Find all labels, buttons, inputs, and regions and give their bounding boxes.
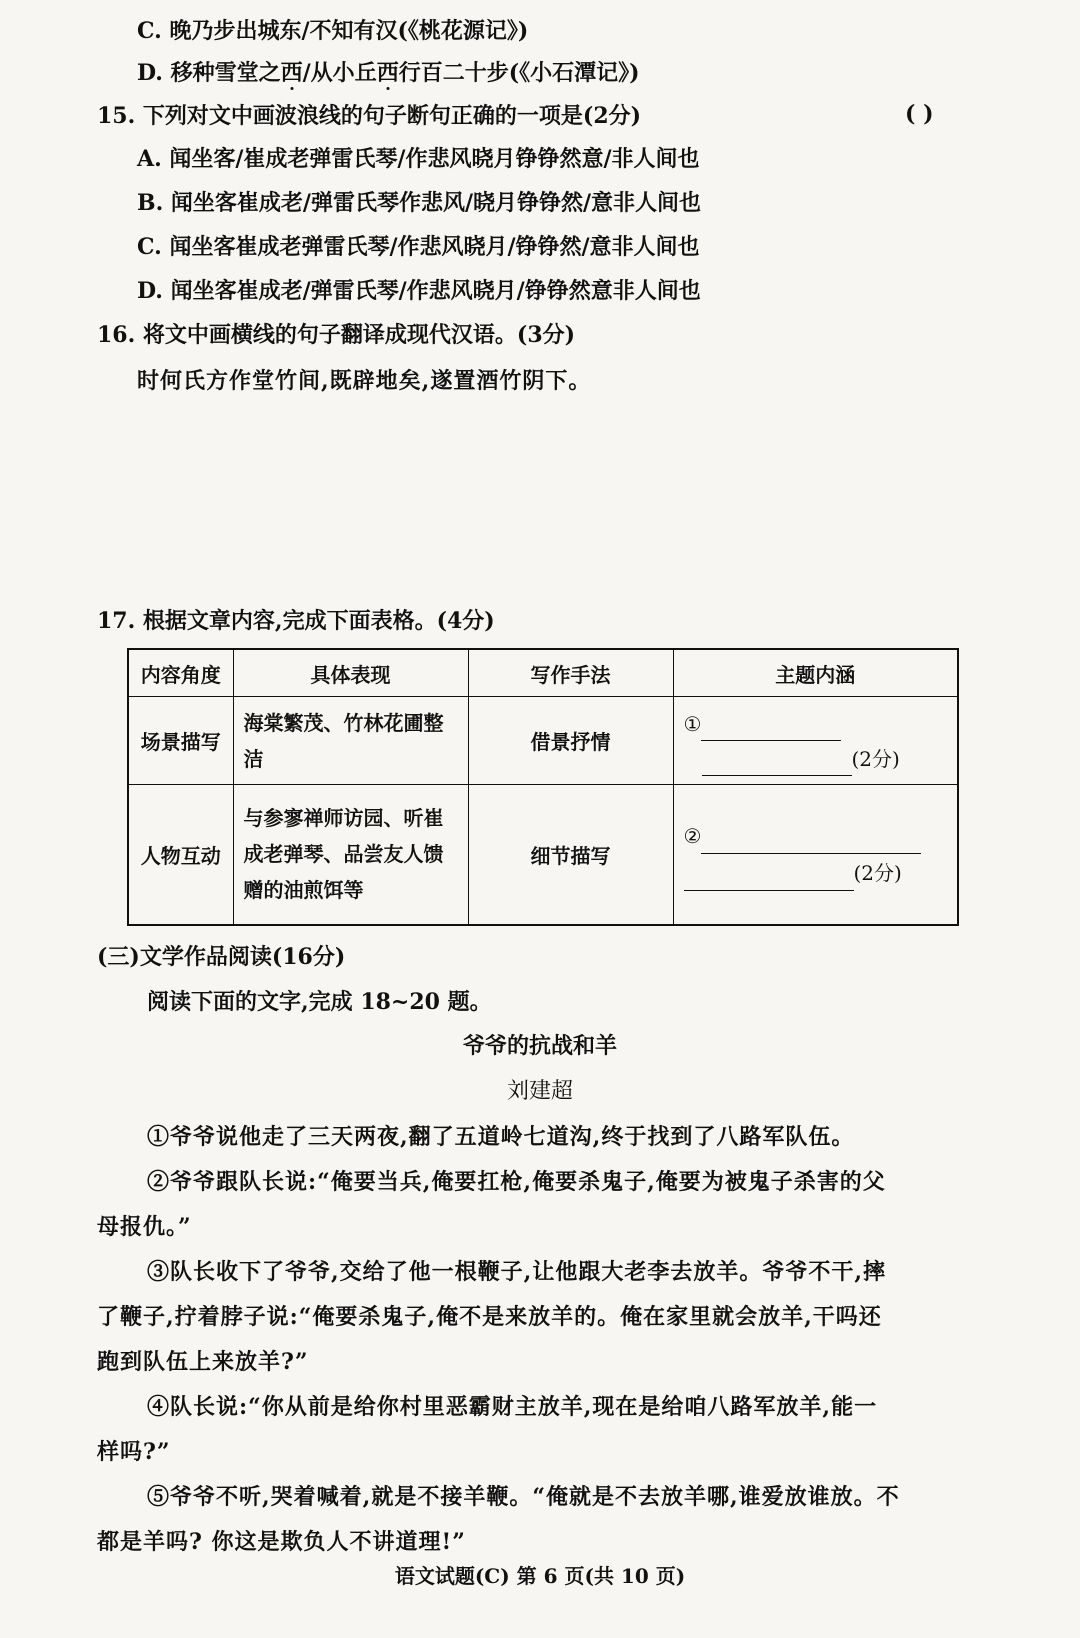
- q16-stem: 16. 将文中画横线的句子翻译成现代汉语。(3分): [97, 322, 576, 348]
- q15-option-d: D. 闻坐客崔成老/弹雷氏琴/作悲风晓月/铮铮然意非人间也: [137, 278, 701, 304]
- answer-blank-2b[interactable]: [684, 854, 854, 891]
- q14-c-pre: C. 晚乃步出城东/: [137, 18, 310, 44]
- answer-blank-1b[interactable]: [702, 741, 852, 776]
- score-label: (2分): [853, 861, 902, 886]
- story-line: 了鞭子,拧着脖子说:“俺要杀鬼子,俺不是来放羊的。俺在家里就会放羊,干吗还: [97, 1304, 882, 1330]
- table-header: 主题内涵: [673, 649, 958, 697]
- table-row: [128, 785, 958, 925]
- table-header: 写作手法: [468, 649, 673, 697]
- story-line: 母报仇。”: [97, 1214, 192, 1240]
- story-line: 跑到队伍上来放羊?”: [97, 1349, 309, 1375]
- table-cell-answer: [673, 785, 958, 925]
- answer-mark: ②: [683, 824, 702, 849]
- table-cell-detail: 与参寥禅师访园、听崔成老弹琴、品尝友人馈赠的油煎饵等: [233, 785, 468, 925]
- q15-stem: 15. 下列对文中画波浪线的句子断句正确的一项是(2分): [97, 103, 642, 129]
- q14-d-post: 行百二十步(《小石潭记》): [398, 60, 640, 86]
- table-cell-detail: 海棠繁茂、竹林花圃整洁: [233, 697, 468, 785]
- q14-c-post: 不知有汉(《桃花源记》): [309, 18, 529, 44]
- table-cell-method: 细节描写: [468, 785, 673, 925]
- story-title: 爷爷的抗战和羊: [462, 1034, 617, 1059]
- q17-table: [127, 648, 959, 926]
- story-line: ②爷爷跟队长说:“俺要当兵,俺要扛枪,俺要杀鬼子,俺要为被鬼子杀害的父: [147, 1169, 886, 1195]
- q14-option-c: [137, 16, 528, 46]
- table-header: 内容角度: [128, 649, 233, 697]
- q17-stem: 17. 根据文章内容,完成下面表格。(4分): [97, 608, 495, 634]
- story-line: 都是羊吗? 你这是欺负人不讲道理!”: [97, 1529, 466, 1555]
- answer-blank-1a[interactable]: [701, 706, 841, 741]
- story-line: ⑤爷爷不听,哭着喊着,就是不接羊鞭。“俺就是不去放羊哪,谁爱放谁放。不: [147, 1484, 900, 1510]
- story-line: ①爷爷说他走了三天两夜,翻了五道岭七道沟,终于找到了八路军队伍。: [147, 1124, 855, 1150]
- table-cell-answer: [673, 697, 958, 785]
- table-cell-method: 借景抒情: [468, 697, 673, 785]
- answer-blank-2a[interactable]: [701, 817, 921, 854]
- table-row: [128, 697, 958, 785]
- table-header: 具体表现: [233, 649, 468, 697]
- section-instruction: 阅读下面的文字,完成 18~20 题。: [147, 989, 492, 1015]
- q15-option-b: B. 闻坐客崔成老/弹雷氏琴作悲风/晓月铮铮然/意非人间也: [137, 190, 702, 216]
- q14-d-dotted-1: 西: [280, 60, 303, 86]
- story-author: 刘建超: [506, 1079, 573, 1104]
- q16-sentence: 时何氏方作堂竹间,既辟地矣,遂置酒竹阴下。: [137, 368, 592, 394]
- q15-option-c: C. 闻坐客崔成老弹雷氏琴/作悲风晓月/铮铮然/意非人间也: [137, 234, 700, 260]
- table-header-row: [128, 649, 958, 697]
- q16-answer-area[interactable]: [97, 410, 977, 590]
- story-line: ④队长说:“你从前是给你村里恶霸财主放羊,现在是给咱八路军放羊,能一: [147, 1394, 878, 1420]
- q14-d-dotted-2: 西: [376, 60, 399, 86]
- q14-option-d: [137, 58, 640, 88]
- q14-d-mid: /从小丘: [302, 60, 377, 86]
- score-label: (2分): [851, 746, 900, 771]
- story-line: 样吗?”: [97, 1439, 171, 1465]
- q15-option-a: A. 闻坐客/崔成老弹雷氏琴/作悲风晓月铮铮然意/非人间也: [137, 146, 700, 172]
- section-heading: (三)文学作品阅读(16分): [97, 944, 346, 970]
- page-footer: 语文试题(C) 第 6 页(共 10 页): [394, 1564, 686, 1588]
- table-cell-angle: 场景描写: [128, 697, 233, 785]
- table-cell-angle: 人物互动: [128, 785, 233, 925]
- answer-mark: ①: [683, 711, 702, 736]
- story-line: ③队长收下了爷爷,交给了他一根鞭子,让他跟大老李去放羊。爷爷不干,摔: [147, 1259, 886, 1285]
- q15-answer-bracket[interactable]: ( ): [905, 101, 934, 127]
- q14-d-pre: D. 移种雪堂之: [137, 60, 281, 86]
